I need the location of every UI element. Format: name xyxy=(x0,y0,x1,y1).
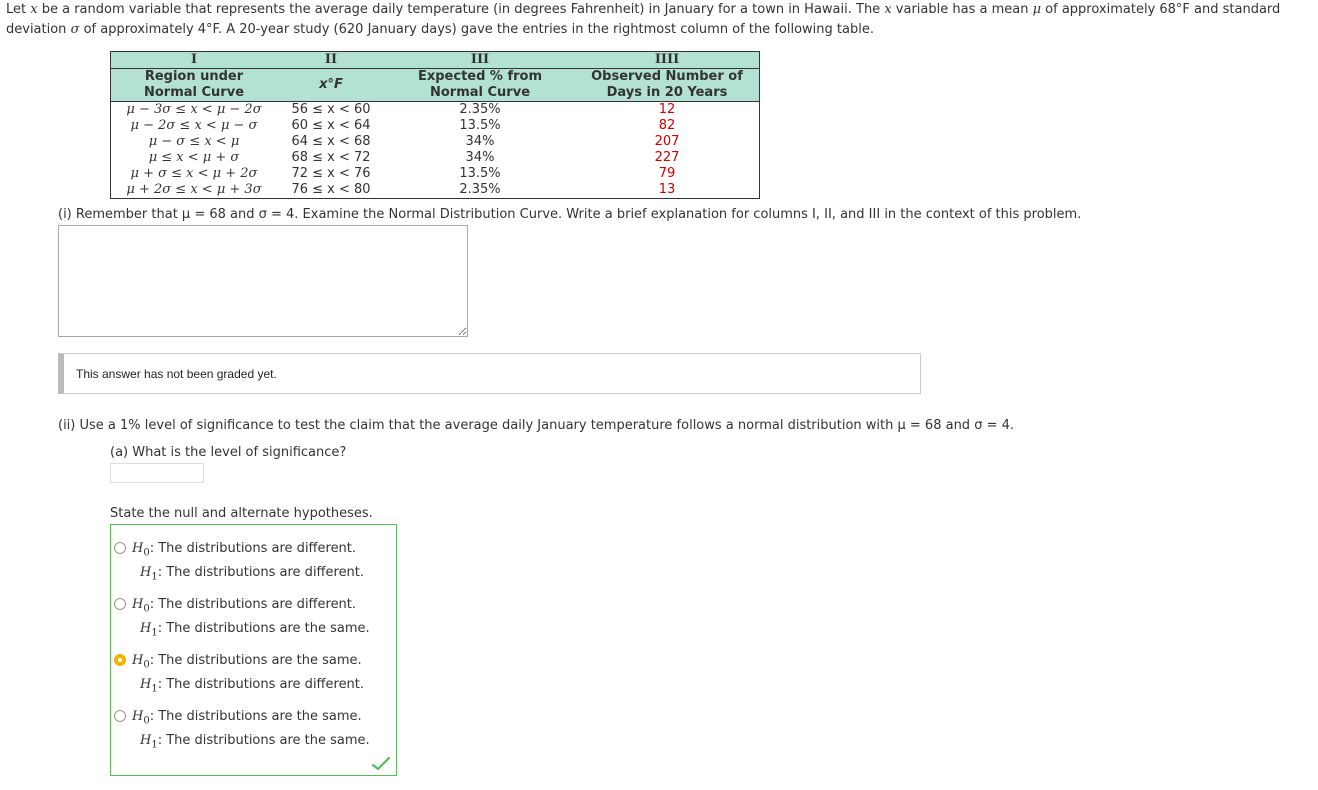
header-observed-line1: Observed Number of xyxy=(591,69,743,84)
table-row xyxy=(111,166,760,182)
cell-observed: 207 xyxy=(654,134,680,149)
cell-region: μ − 2σ ≤ x < μ − σ xyxy=(130,118,258,133)
col-IIII-label: IIII xyxy=(575,52,760,69)
cell-observed: 12 xyxy=(658,102,676,117)
intro-text: Let xyxy=(6,2,31,17)
table-row xyxy=(111,102,760,119)
h1-symbol xyxy=(140,733,158,751)
h1-line xyxy=(140,677,364,695)
radio-button[interactable] xyxy=(114,542,126,554)
cell-expected: 34% xyxy=(465,150,495,165)
cell-region: μ − 3σ ≤ x < μ − 2σ xyxy=(126,102,262,117)
cell-observed: 13 xyxy=(658,182,676,197)
h1-text: : The distributions are different. xyxy=(157,565,365,580)
h0-symbol xyxy=(132,653,150,671)
problem-intro xyxy=(6,0,1306,40)
grading-status-box xyxy=(58,353,921,394)
cell-expected: 13.5% xyxy=(459,118,501,133)
question-i-text: (i) Remember that μ = 68 and σ = 4. Examine the Normal Distribution Curve. Write a brief explanation for columns I, II, and III in the context of this problem. xyxy=(58,207,1082,222)
cell-range: 60 ≤ x < 64 xyxy=(291,118,371,133)
checkmark-icon xyxy=(372,757,390,771)
question-ii-text: (ii) Use a 1% level of significance to test the claim that the average daily January temperature follows a normal distribution with μ = 68 and σ = 4. xyxy=(58,418,1014,433)
h1-text: : The distributions are the same. xyxy=(157,621,370,636)
table-row xyxy=(111,134,760,150)
h1-text: : The distributions are different. xyxy=(157,677,365,692)
cell-range: 64 ≤ x < 68 xyxy=(291,134,371,149)
cell-expected: 2.35% xyxy=(459,182,501,197)
header-region-line1: Region under xyxy=(144,69,244,84)
intro-var-x: x xyxy=(884,2,892,17)
intro-sigma: σ xyxy=(70,22,80,37)
cell-range: 68 ≤ x < 72 xyxy=(291,150,371,165)
h0-letter: H xyxy=(132,541,144,556)
h0-letter: H xyxy=(132,653,144,668)
header-region-line2: Normal Curve xyxy=(143,85,245,100)
cell-region: μ + σ ≤ x < μ + 2σ xyxy=(130,166,258,181)
header-expected-line2: Normal Curve xyxy=(429,85,531,100)
intro-text: be a random variable that represents the average daily temperature (in degrees Fahrenheit) in January for a town in Hawaii. The xyxy=(37,2,885,17)
h1-subscript: 1 xyxy=(151,683,158,695)
h1-subscript: 1 xyxy=(151,571,158,583)
h0-symbol xyxy=(132,541,150,559)
header-observed-line2: Days in 20 Years xyxy=(606,85,728,100)
h0-letter: H xyxy=(132,709,144,724)
cell-range: 72 ≤ x < 76 xyxy=(291,166,371,181)
cell-expected: 13.5% xyxy=(459,166,501,181)
header-expected xyxy=(385,69,575,102)
h1-symbol xyxy=(140,621,158,639)
h0-subscript: 0 xyxy=(143,715,150,727)
h0-subscript: 0 xyxy=(143,659,150,671)
h1-letter: H xyxy=(140,677,152,692)
hypotheses-choices xyxy=(110,524,397,776)
hypothesis-option-2[interactable] xyxy=(111,589,396,639)
h0-text: : The distributions are different. xyxy=(149,597,357,612)
cell-range: 56 ≤ x < 60 xyxy=(291,102,371,117)
intro-var-x: x xyxy=(30,2,38,17)
h1-letter: H xyxy=(140,565,152,580)
h0-subscript: 0 xyxy=(143,547,150,559)
h0-text: : The distributions are the same. xyxy=(149,653,362,668)
cell-region: μ ≤ x < μ + σ xyxy=(148,150,240,165)
h0-symbol xyxy=(132,597,150,615)
col-II-label: II xyxy=(277,52,385,69)
temperature-table xyxy=(110,51,760,199)
cell-expected: 2.35% xyxy=(459,102,501,117)
col-I-label: I xyxy=(111,52,278,69)
header-xf-label: x°F xyxy=(319,77,343,92)
significance-level-input[interactable] xyxy=(110,463,204,483)
grading-status-text: This answer has not been graded yet. xyxy=(76,367,277,381)
intro-text: variable has a mean xyxy=(891,2,1033,17)
cell-region: μ − σ ≤ x < μ xyxy=(148,134,240,149)
h0-symbol xyxy=(132,709,150,727)
header-row xyxy=(111,69,760,102)
intro-text: of approximately 4°F. A 20-year study (620 January days) gave the entries in the rightmost column of the following table. xyxy=(79,22,874,37)
cell-range: 76 ≤ x < 80 xyxy=(291,182,371,197)
roman-header-row xyxy=(111,52,760,69)
h0-line xyxy=(132,709,362,727)
intro-mu: μ xyxy=(1032,2,1042,17)
h1-line xyxy=(140,733,370,751)
cell-region: μ + 2σ ≤ x < μ + 3σ xyxy=(126,182,262,197)
h1-symbol xyxy=(140,565,158,583)
table-row xyxy=(111,150,760,166)
h1-letter: H xyxy=(140,621,152,636)
question-a-text: (a) What is the level of significance? xyxy=(110,445,347,460)
header-xf xyxy=(277,69,385,102)
hypothesis-option-4[interactable] xyxy=(111,701,396,751)
header-expected-line1: Expected % from xyxy=(417,69,543,84)
h1-line xyxy=(140,565,364,583)
radio-button[interactable] xyxy=(114,598,126,610)
table-row xyxy=(111,118,760,134)
header-region xyxy=(111,69,278,102)
h0-line xyxy=(132,541,356,559)
cell-expected: 34% xyxy=(465,134,495,149)
h1-text: : The distributions are the same. xyxy=(157,733,370,748)
hypotheses-prompt: State the null and alternate hypotheses. xyxy=(110,506,373,521)
h0-letter: H xyxy=(132,597,144,612)
explanation-textarea[interactable] xyxy=(58,225,468,337)
h0-line xyxy=(132,597,356,615)
h0-line xyxy=(132,653,362,671)
h0-text: : The distributions are different. xyxy=(149,541,357,556)
h1-subscript: 1 xyxy=(151,739,158,751)
h0-text: : The distributions are the same. xyxy=(149,709,362,724)
h1-symbol xyxy=(140,677,158,695)
h1-subscript: 1 xyxy=(151,627,158,639)
cell-observed: 227 xyxy=(654,150,680,165)
radio-button[interactable] xyxy=(114,710,126,722)
radio-button-selected[interactable] xyxy=(114,654,126,666)
cell-observed: 82 xyxy=(658,118,676,133)
h0-subscript: 0 xyxy=(143,603,150,615)
hypothesis-option-3[interactable] xyxy=(111,645,396,695)
col-III-label: III xyxy=(385,52,575,69)
intro-text: of approximately 68°F and standard deviation xyxy=(6,2,1281,37)
h1-letter: H xyxy=(140,733,152,748)
h1-line xyxy=(140,621,370,639)
hypothesis-option-1[interactable] xyxy=(111,533,396,583)
cell-observed: 79 xyxy=(658,166,676,181)
header-observed xyxy=(575,69,760,102)
table-row xyxy=(111,182,760,199)
